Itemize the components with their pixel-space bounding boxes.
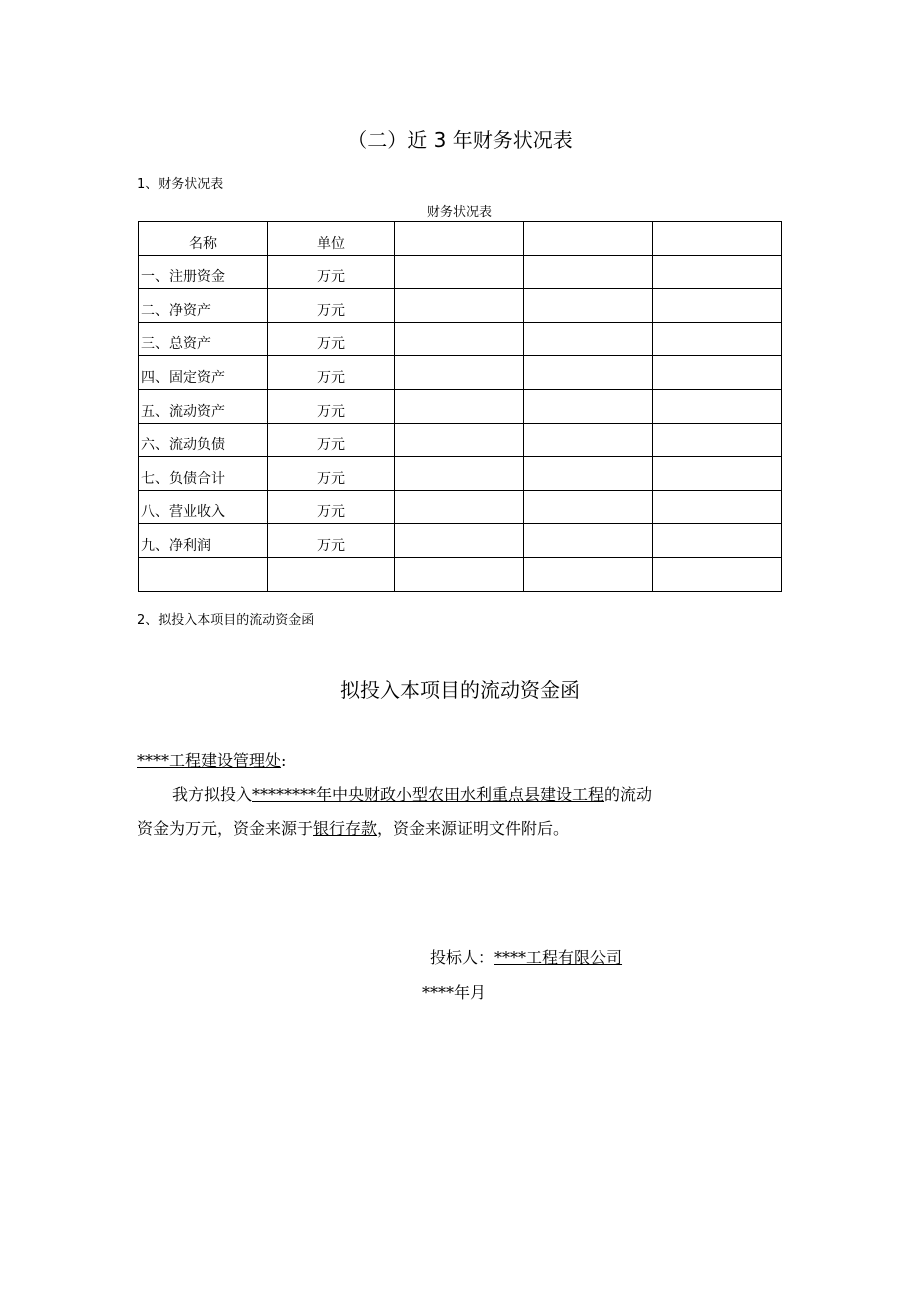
row-name: 五、流动资产 <box>139 389 268 423</box>
header-year-2 <box>524 222 653 256</box>
row-name: 二、净资产 <box>139 289 268 323</box>
table-row <box>139 524 782 558</box>
row-value-cell <box>653 255 782 289</box>
row-value-cell <box>395 490 524 524</box>
letter-date: ****年月 <box>422 983 487 1002</box>
row-name: 八、营业收入 <box>139 490 268 524</box>
row-value-cell <box>653 524 782 558</box>
table-row <box>139 255 782 289</box>
row-unit: 万元 <box>268 490 395 524</box>
financial-status-table <box>138 221 782 592</box>
row-unit: 万元 <box>268 255 395 289</box>
row-value-cell <box>395 524 524 558</box>
row-unit: 万元 <box>268 389 395 423</box>
row-value-cell <box>395 557 524 591</box>
row-name: 六、流动负债 <box>139 423 268 457</box>
project-name: ********年中央财政小型农田水利重点县建设工程 <box>252 785 605 804</box>
table-header-row <box>139 222 782 256</box>
bidder-label: 投标人： <box>430 948 495 967</box>
addressee-colon: : <box>281 751 287 770</box>
fund-source: 银行存款 <box>313 819 378 838</box>
header-year-1 <box>395 222 524 256</box>
header-unit: 单位 <box>268 222 395 256</box>
row-value-cell <box>524 524 653 558</box>
row-name: 七、负债合计 <box>139 457 268 491</box>
row-value-cell <box>653 356 782 390</box>
row-value-cell <box>524 389 653 423</box>
row-value-cell <box>524 490 653 524</box>
row-value-cell <box>395 423 524 457</box>
row-unit: 万元 <box>268 524 395 558</box>
row-value-cell <box>653 490 782 524</box>
row-value-cell <box>653 322 782 356</box>
row-unit: 万元 <box>268 457 395 491</box>
table-row <box>139 356 782 390</box>
table-row <box>139 289 782 323</box>
row-value-cell <box>395 457 524 491</box>
table-row <box>139 389 782 423</box>
row-name: 一、注册资金 <box>139 255 268 289</box>
bidder-line <box>430 945 622 968</box>
row-value-cell <box>524 255 653 289</box>
row-unit: 万元 <box>268 356 395 390</box>
bidder-name: ****工程有限公司 <box>494 948 623 967</box>
letter-paragraph-line-2 <box>137 816 569 839</box>
row-value-cell <box>524 557 653 591</box>
table-row <box>139 423 782 457</box>
para2-suffix: ，资金来源证明文件附后。 <box>377 819 570 838</box>
page-title: （二）近 3 年财务状况表 <box>347 128 573 152</box>
row-value-cell <box>653 423 782 457</box>
letter-addressee <box>137 748 286 771</box>
row-value-cell <box>524 322 653 356</box>
row-value-cell <box>653 389 782 423</box>
row-unit <box>268 557 395 591</box>
row-value-cell <box>395 255 524 289</box>
row-name: 四、固定资产 <box>139 356 268 390</box>
row-value-cell <box>524 457 653 491</box>
row-value-cell <box>653 457 782 491</box>
table-row <box>139 557 782 591</box>
table-row <box>139 490 782 524</box>
row-unit: 万元 <box>268 322 395 356</box>
row-value-cell <box>395 356 524 390</box>
section-heading-funds-letter: 2、拟投入本项目的流动资金函 <box>137 613 315 628</box>
row-unit: 万元 <box>268 423 395 457</box>
header-year-3 <box>653 222 782 256</box>
row-value-cell <box>524 289 653 323</box>
addressee-name: ****工程建设管理处 <box>137 751 282 770</box>
letter-title: 拟投入本项目的流动资金函 <box>340 678 580 702</box>
row-value-cell <box>524 356 653 390</box>
row-value-cell <box>653 557 782 591</box>
row-value-cell <box>653 289 782 323</box>
table-caption: 财务状况表 <box>426 205 492 220</box>
section-heading-financial-table: 1、财务状况表 <box>137 177 224 192</box>
table-row <box>139 322 782 356</box>
para2-prefix: 资金为万元，资金来源于 <box>137 819 314 838</box>
row-name <box>139 557 268 591</box>
letter-paragraph-line-1 <box>172 782 652 805</box>
row-unit: 万元 <box>268 289 395 323</box>
header-name: 名称 <box>139 222 268 256</box>
table-row <box>139 457 782 491</box>
row-value-cell <box>524 423 653 457</box>
row-value-cell <box>395 289 524 323</box>
row-value-cell <box>395 322 524 356</box>
row-name: 三、总资产 <box>139 322 268 356</box>
para1-suffix: 的流动 <box>604 785 653 804</box>
row-name: 九、净利润 <box>139 524 268 558</box>
row-value-cell <box>395 389 524 423</box>
para1-prefix: 我方拟投入 <box>172 785 253 804</box>
